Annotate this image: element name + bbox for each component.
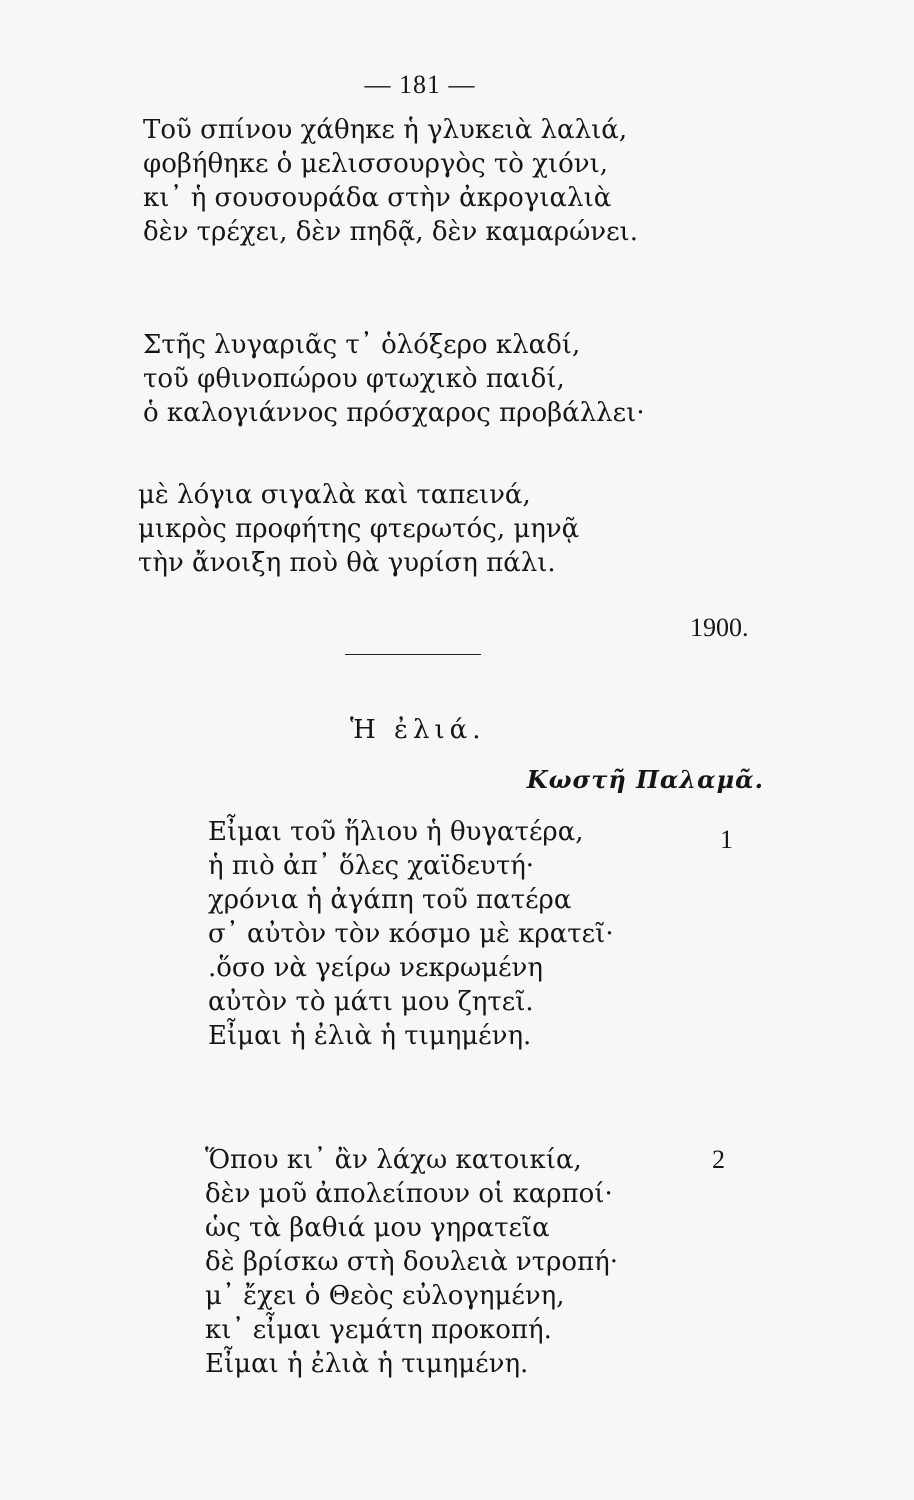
verse-line: Στῆς λυγαριᾶς τ᾿ ὁλόξερο κλαδί, (143, 330, 581, 360)
verse-line: .ὅσο νὰ γείρω νεκρωμένη (208, 953, 543, 983)
verse-line: μ᾿ ἔχει ὁ Θεὸς εὐλογημένη, (205, 1281, 565, 1311)
verse-line: ἡ πιὸ ἀπ᾿ ὅλες χαϊδευτή· (208, 851, 535, 881)
verse-line: δὲν μοῦ ἀπολείπουν οἱ καρποί· (205, 1179, 613, 1209)
verse-line: τὴν ἄνοιξη ποὺ θὰ γυρίση πάλι. (138, 548, 556, 578)
verse-line: δὲν τρέχει, δὲν πηδᾷ, δὲν καμαρώνει. (143, 217, 639, 247)
verse-line: δὲ βρίσκω στὴ δουλειὰ ντροπή· (205, 1247, 618, 1277)
poem2-author: Κωστῆ Παλαμᾶ. (526, 765, 764, 794)
poem2-stanza-2 (205, 1143, 618, 1381)
poem2-title: Ἡ ἐλιά. (350, 715, 486, 745)
page-number: — 181 — (364, 70, 476, 99)
verse-line: ὁ καλογιάννος πρόσχαρος προβάλλει· (143, 398, 645, 428)
verse-line: σ᾿ αὐτὸν τὸν κόσμο μὲ κρατεῖ· (208, 919, 614, 949)
stanza-number: 1 (720, 825, 733, 854)
verse-line: Εἶμαι ἡ ἐλιὰ ἡ τιμημένη. (208, 1021, 532, 1051)
poem2-stanza-1 (208, 815, 614, 1053)
section-divider (345, 654, 481, 655)
poem1-stanza-1 (143, 113, 638, 249)
verse-line: κι᾿ εἶμαι γεμάτη προκοπή. (205, 1315, 552, 1345)
poem1-stanza-3 (138, 478, 579, 580)
verse-line: κι᾿ ἡ σουσουράδα στὴν ἀκρογιαλιὰ (143, 183, 612, 213)
verse-line: αὐτὸν τὸ μάτι μου ζητεῖ. (208, 987, 534, 1017)
verse-line: μὲ λόγια σιγαλὰ καὶ ταπεινά, (138, 480, 531, 510)
verse-line: χρόνια ἡ ἀγάπη τοῦ πατέρα (208, 885, 572, 915)
verse-line: Εἶμαι ἡ ἐλιὰ ἡ τιμημένη. (205, 1349, 529, 1379)
verse-line: Ὅπου κι᾿ ἂν λάχω κατοικία, (205, 1145, 582, 1175)
poem1-stanza-2 (143, 328, 645, 430)
verse-line: μικρὸς προφήτης φτερωτός, μηνᾷ (138, 514, 580, 544)
poem1-year: 1900. (690, 613, 749, 642)
verse-line: ὡς τὰ βαθιά μου γηρατεῖα (205, 1213, 550, 1243)
stanza-number: 2 (712, 1145, 725, 1174)
verse-line: τοῦ φθινοπώρου φτωχικὸ παιδί, (143, 364, 565, 394)
verse-line: Εἶμαι τοῦ ἥλιου ἡ θυγατέρα, (208, 817, 584, 847)
verse-line: φοβήθηκε ὁ μελισσουργὸς τὸ χιόνι, (143, 149, 609, 179)
verse-line: Τοῦ σπίνου χάθηκε ἡ γλυκειὰ λαλιά, (143, 115, 628, 145)
